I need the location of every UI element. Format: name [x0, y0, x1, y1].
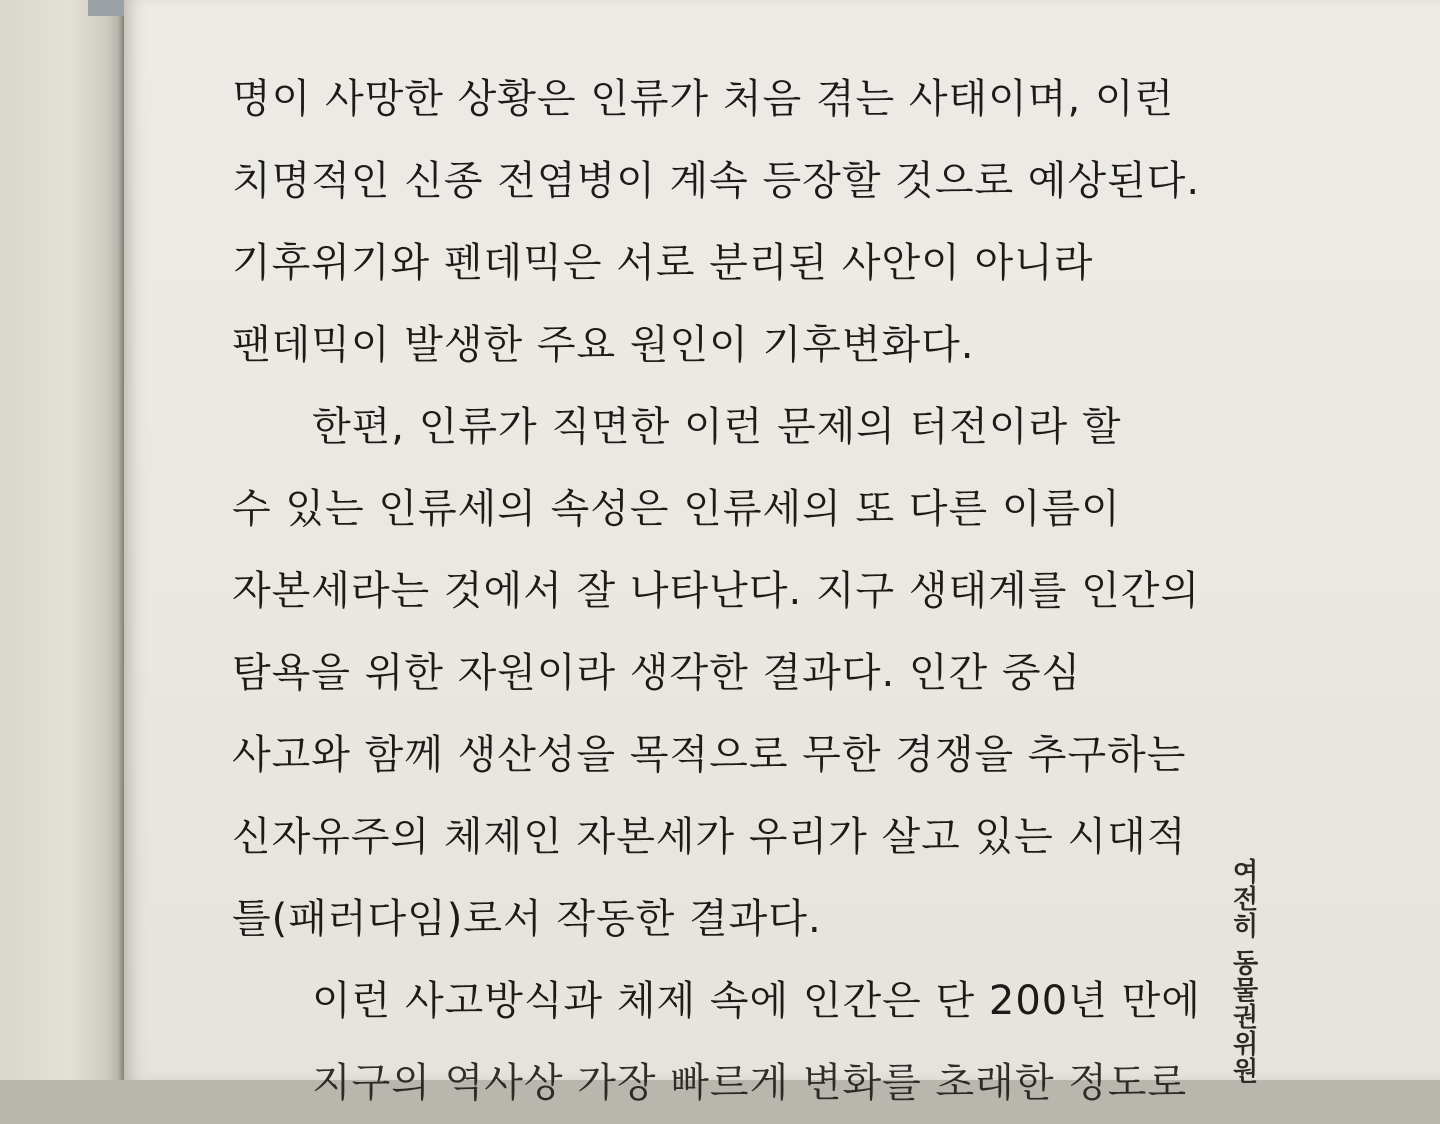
- text-line: 이런 사고방식과 체제 속에 인간은 단 200년 만에: [312, 978, 1201, 1024]
- text-line: 신자유주의 체제인 자본세가 우리가 살고 있는 시대적: [232, 814, 1187, 860]
- left-page: [0, 0, 125, 1080]
- text-line: 치명적인 신종 전염병이 계속 등장할 것으로 예상된다.: [232, 158, 1201, 204]
- text-line: 한편, 인류가 직면한 이런 문제의 터전이라 할: [312, 404, 1122, 450]
- text-line: 명이 사망한 상황은 인류가 처음 겪는 사태이며, 이런: [232, 76, 1175, 122]
- text-line: 자본세라는 것에서 잘 나타난다. 지구 생태계를 인간의: [232, 568, 1201, 614]
- page-body-text: [232, 58, 1252, 1106]
- background-corner: [88, 0, 128, 16]
- text-line-partial: 지구의 역사상 가장 빠르게 변화를 초래한 정도로: [312, 1060, 1188, 1106]
- text-line: 기후위기와 펜데믹은 서로 분리된 사안이 아니라: [232, 240, 1094, 286]
- text-line: 수 있는 인류세의 속성은 인류세의 또 다른 이름이: [232, 486, 1121, 532]
- running-title: 여전히 동물권위원: [1228, 858, 1258, 1085]
- text-line: 틀(패러다임)로서 작동한 결과다.: [232, 896, 822, 942]
- text-line: 팬데믹이 발생한 주요 원인이 기후변화다.: [232, 322, 975, 368]
- text-line: 탐욕을 위한 자원이라 생각한 결과다. 인간 중심: [232, 650, 1082, 696]
- text-line: 사고와 함께 생산성을 목적으로 무한 경쟁을 추구하는: [232, 732, 1187, 778]
